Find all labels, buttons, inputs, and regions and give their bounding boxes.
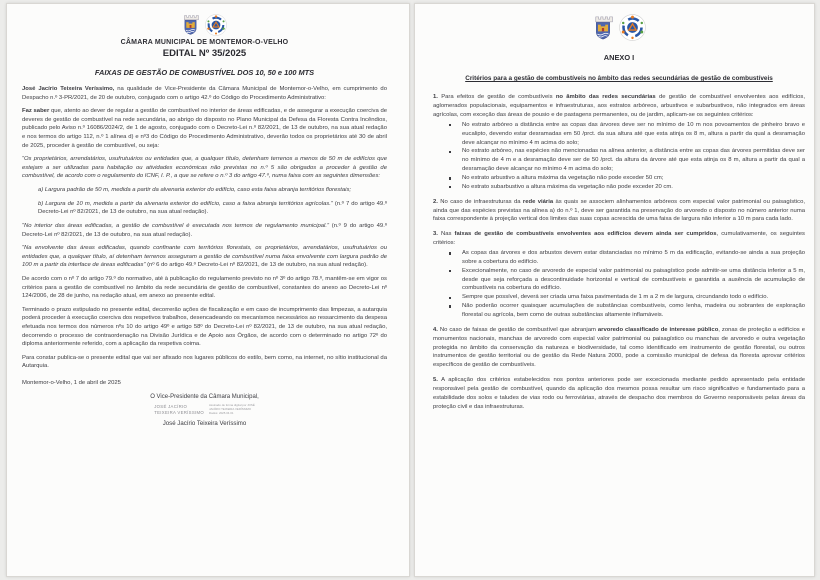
signature-role: O Vice-Presidente da Câmara Municipal, — [150, 394, 259, 401]
anexo-page — [414, 3, 815, 577]
criteria-item: Sempre que possível, deverá ser criada uma faixa pavimentada de 1 m a 2 m de largura, circundando todo o edifício. — [433, 293, 805, 302]
municipal-coat-of-arms-icon — [182, 14, 199, 36]
quote-paragraph-owners: “Os proprietários, arrendatários, usufrutuários ou entidades que, a qualquer título, detenham terrenos a menos de 50 m de edifícios que estejam a ser utilizadas para habitação ou atividades económicas não previstas no n.º 5 são obrigados a proceder à gestão de combustível, de acordo com o regulamento do ICNF, I. P., a que se refere o n.º 3 do artigo 47.º, numa faixa com as seguintes dimensões: — [22, 156, 387, 180]
paragraph-publicacao: Para constar publica-se o presente edital que vai ser afixado nos lugares públicos do estilo, bem como, na internet, no sítio institucional da Autarquia. — [22, 354, 387, 370]
quote-item-a: a) Largura padrão de 50 m, medida a partir da alvenaria exterior do edifício, caso esta faixa abranja territórios florestais; — [38, 187, 352, 194]
section-1-criteria-list — [433, 121, 805, 192]
paragraph-author: José Jacírio Teixeira Veríssimo, na qualidade de Vice-Presidente da Câmara Municipal de Montemor-o-Velho, em cumprimento do Despacho n.º 3-PR/2021, de 20 de outubro, conjugado com o artigo 42.º do Código do Procedimento Administrativo: — [22, 86, 387, 101]
paragraph-criterios-vigor: De acordo com o nº 7 do artigo 79.º do normativo, até à publicação do regulamento previsto no nº 3º do artigo 78.º, mantêm-se em vigor os critérios para a gestão de combustível no âmbito da rede secundária de gestão de combustível, constantes do anexo ao Decreto-Lei nº 124/2006, de 28 de junho, na redação atual, em anexo ao presente edital. — [22, 275, 387, 300]
municipal-coat-of-arms-icon — [593, 15, 613, 41]
criteria-item: No estrato arbustivo a altura máxima da vegetação não pode exceder 50 cm; — [433, 174, 805, 183]
stamp-signature-note: Assinado de forma digital por JOSÉ JACÍRIO TEIXEIRA VERÍSSIMO Dados: 2025.04.01 — [209, 403, 255, 415]
criteria-item: No estrato arbóreo a distância entre as copas das árvores deve ser no mínimo de 10 m nos povoamentos de pinheiro bravo e eucalipto, devendo estar desramadas em 50 /prct. da sua altura até que esta atinja os 8 m, altura a partir da qual a desramação deve alcançar no mínimo 4 m acima do solo; — [433, 121, 805, 148]
anexo-header-emblems — [433, 14, 805, 41]
edital-header-emblems — [22, 14, 387, 36]
section-2: 2. No caso de infraestruturas da rede viária às quais se associem alinhamentos arbóreos com especial valor patrimonial ou paisagístico, ainda que das espécies previstas na alínea a) do n.º 1, deve ser garantida na preservação do arvoredo o disposto no número anterior numa faixa correspondente à projeção vertical dos limites das suas copas acrescida de uma faixa de largura não inferior a 10 m para cada lado. — [433, 198, 805, 223]
criteria-item: No estrato arbóreo, nas espécies não mencionadas na alínea anterior, a distância entre as copas das árvores permitidas deve ser no mínimo de 4 m e a desramação deve ser de 50 /prct. da altura da árvore até que esta atinja os 8 m, altura a partir da qual a desramação deve alcançar no mínimo 4 m acima do solo; — [433, 147, 805, 174]
signer-name: José Jacírio Teixeira Veríssimo — [162, 419, 247, 427]
paragraph-fiscalizacao: Terminado o prazo estipulado no presente edital, decorrerão ações de fiscalização e em caso de incumprimento das limpezas, a autarquia poderá proceder à execução coerciva dos respetivos trabalhos, desencadeando os mecanismos necessários ao ressarcimento da despesa efetuada nos termos dos números nºs 10 do artigo 49º e artigo 58º do Decreto-Lei nº 82/2021, de 13 de outubro, na sua atual redação, decorrendo o processo de contraordenação na Divisão Jurídica e de Apoio aos Órgãos, de acordo com o determinado no artigo 72º do diploma anteriormente referido, com a aplicação da respetiva coima. — [22, 306, 387, 348]
quote-paragraph-envolvente: “Na envolvente das áreas edificadas, quando confinante com territórios florestais, os proprietários, arrendatários, usufrutuários ou entidades que, a qualquer título, aí detenham terrenos asseguram a gestão de combustível numa faixa envolvente com largura padrão de 100 m a partir da interface de áreas edificadas” (nº 6 do artigo 49.º Decreto-Lei nº 82/2021, de 13 de outubro, na sua atual redação). — [22, 245, 387, 269]
edital-subject: FAIXAS DE GESTÃO DE COMBUSTÍVEL DOS 10, 50 e 100 MTS — [94, 68, 315, 77]
criteria-item: No estrato subarbustivo a altura máxima da vegetação não pode exceder 20 cm. — [433, 183, 805, 192]
civil-protection-icon — [619, 14, 646, 41]
criteria-item: Não poderão ocorrer quaisquer acumulações de substâncias combustíveis, como lenha, madeira ou sobrantes de exploração florestal ou agrícola, bem como de outras substâncias altamente inflamáveis. — [433, 302, 805, 320]
paragraph-faz-saber: Faz saber que, atento ao dever de regular a gestão de combustível no interior de áreas edificadas, e de assegurar a execução coerciva de deveres de gestão de combustível na rede secundária, ao abrigo do disposto no Plano Municipal da Defesa da Floresta Contra Incêndios, publicado pelo Aviso n.º 16086/2024/2, de 1 de agosto, conjugado com o Decreto-Lei n.º 82/2021, de 13 de outubro, na sua atual redação e nos termos do artigo 112, n.º 1 alínea d) e nº3 do Código do Procedimento Administrativo, deverão todos os proprietários até 30 de abril de 2025, proceder à gestão de combustível, ou seja: — [22, 108, 387, 149]
civil-protection-icon — [205, 14, 227, 36]
section-3-criteria-list — [433, 249, 805, 320]
section-1-intro: 1. Para efeitos de gestão de combustíveis no âmbito das redes secundárias de gestão de combustível envolventes aos edifícios, aglomerados populacionais, equipamentos e infraestruturas, aos estratos arbóreos, arbustivos e subarbustivos, não integrados em áreas agrícolas, com exceção das áreas de pousio e de pastagens permanentes, ou de jardim, aplicam-se os seguintes critérios: — [433, 94, 805, 118]
edital-number: EDITAL Nº 35/2025 — [162, 48, 247, 59]
section-3-intro: 3. Nas faixas de gestão de combustíveis envolventes aos edifícios devem ainda ser cumpridos, cumulativamente, os seguintes critérios: — [433, 231, 805, 247]
place-date: Montemor-o-Velho, 1 de abril de 2025 — [22, 380, 121, 387]
organization-title: CÂMARA MUNICIPAL DE MONTEMOR-O-VELHO — [120, 39, 289, 46]
edital-page — [6, 3, 410, 577]
annex-subtitle: Critérios para a gestão de combustíveis no âmbito das redes secundárias de gestão de combustíveis — [465, 75, 773, 82]
quote-item-b: b) Largura de 10 m, medida a partir da alvenaria exterior do edifício, caso a faixa abranja territórios agrícolas.” (n.º 7 do artigo 49.º Decreto-Lei nº 82/2021, de 13 de outubro, na sua atual redação). — [38, 200, 387, 216]
section-4: 4. No caso de faixas de gestão de combustível que abranjam arvoredo classificado de interesse público, zonas de proteção a edifícios e monumentos nacionais, manchas de arvoredo com especial valor patrimonial ou paisagístico ou manchas de arvoredo e outra vegetação protegida no âmbito da conservação da natureza e biodiversidade, tal como identificado em instrumento de gestão florestal, ou outros instrumentos de gestão territorial ou de gestão da Rede Natura 2000, pode a comissão municipal de defesa da floresta aprovar critérios específicos de gestão de combustíveis. — [433, 326, 805, 369]
criteria-item: Excecionalmente, no caso de arvoredo de especial valor patrimonial ou paisagístico pode admitir-se uma distância inferior a 5 m, desde que seja reforçada a descontinuidade horizontal e vertical de combustíveis e garantida a ausência de acumulação de combustíveis na cobertura do edifício. — [433, 267, 805, 294]
annex-title: ANEXO I — [603, 53, 635, 62]
criteria-item: As copas das árvores e dos arbustos devem estar distanciadas no mínimo 5 m da edificação, evitando-se ainda a sua projeção sobre a cobertura do edifício. — [433, 249, 805, 267]
section-5: 5. A aplicação dos critérios estabelecidos nos pontos anteriores pode ser excecionada mediante pedido apresentado pela entidade responsável pela gestão de combustível, quando da aplicação dos mesmos possa resultar um risco significativo e fundamentado para a estabilidade dos solos e taludes de vias rodo ou ferroviárias, através de despacho dos membros do Governo responsáveis pelas áreas da proteção civil e das infraestruturas. — [433, 377, 805, 410]
signature-block — [22, 394, 387, 427]
quote-paragraph-interior: “No interior das áreas edificadas, a gestão de combustível é executada nos termos de regulamento municipal.” (n.º 9 do artigo 49.º Decreto-Lei nº 82/2021, de 13 de outubro, na sua atual redação). — [22, 222, 387, 238]
digital-signature-stamp — [22, 404, 387, 416]
stamp-signer-name: JOSÉ JACÍRIO TEIXEIRA VERÍSSIMO — [154, 404, 204, 415]
